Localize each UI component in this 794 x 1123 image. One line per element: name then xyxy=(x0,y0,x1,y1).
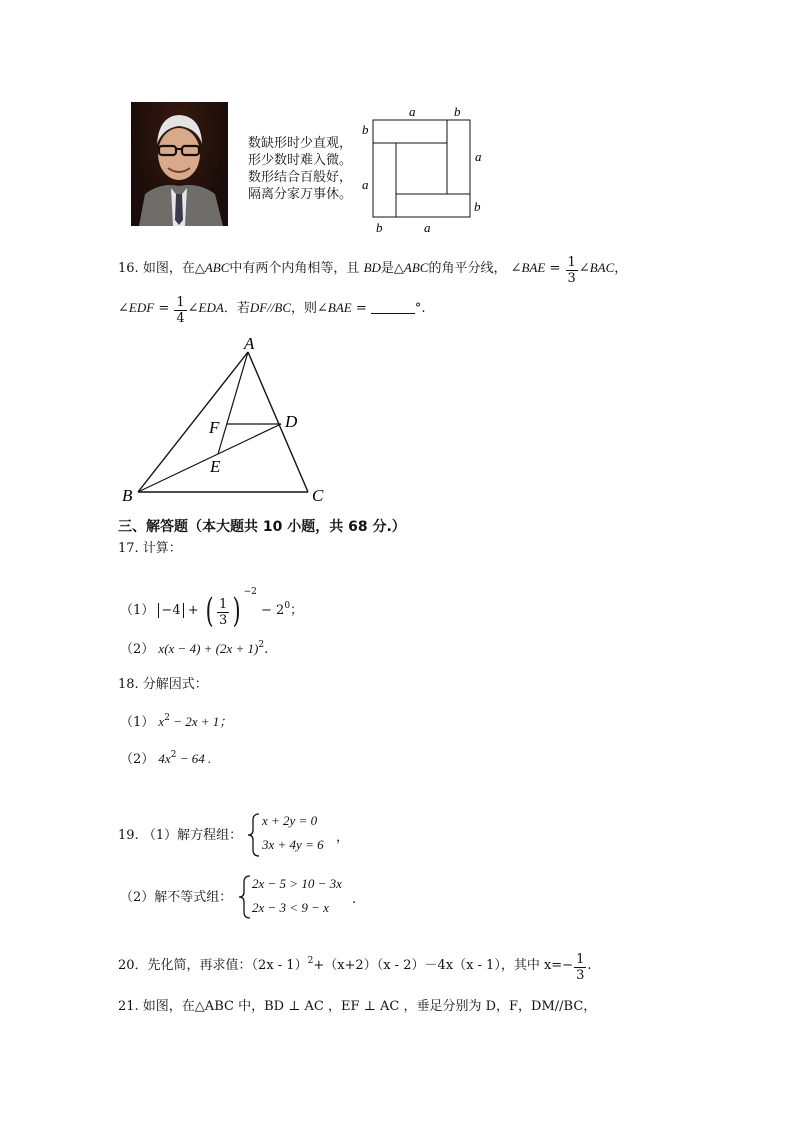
q18-part2: （2） $4x^2 - 64$ . xyxy=(120,750,212,767)
triangle-figure xyxy=(110,330,340,510)
label-b-bottom: b xyxy=(376,220,383,235)
label-a-bottom: a xyxy=(424,220,431,235)
label-b-right: b xyxy=(474,199,481,214)
poem-line: 数缺形时少直观， xyxy=(248,136,353,151)
fraction-one-third: $\frac{1}{3}$ xyxy=(576,952,585,983)
poem-line: 形少数时难入微。 xyxy=(248,153,353,168)
q16-line2: ∠EDF = $\frac{1}{4}$ ∠EDA．若DF//BC，则∠BAE = °. xyxy=(118,295,426,326)
label-D: D xyxy=(285,412,298,431)
poem xyxy=(248,135,352,203)
q19-ineq1: 2x − 5 > 10 − 3x xyxy=(252,876,342,891)
label-a-right: a xyxy=(475,149,482,164)
q21-text: 21. 如图，在△ABC 中，BD ⊥ AC ，EF ⊥ AC ，垂足分别为 D，F，DM//BC， xyxy=(118,999,597,1014)
portrait-illustration xyxy=(131,102,228,226)
section-title: 三、解答题（本大题共 10 小题，共 68 分.） xyxy=(118,519,406,535)
label-B: B xyxy=(122,486,133,505)
q19-eq1: x + 2y = 0 xyxy=(262,813,318,828)
q19-part2-label: （2）解不等式组： xyxy=(120,890,233,905)
q18-part1: （1） $x^2 - 2x + 1$； xyxy=(120,713,233,730)
fraction-one-third: $\frac{1}{3}$ xyxy=(567,255,576,286)
q17-title: 17. 计算： xyxy=(118,541,182,556)
label-E: E xyxy=(210,457,221,476)
q19-eq2: 3x + 4y = 6 xyxy=(262,837,324,852)
label-F: F xyxy=(209,418,220,437)
absolute-value: −4 xyxy=(158,603,183,618)
q20-text: 20．先化简，再求值：（2x - 1）$^2$+（x+2）（x - 2）－4x（x - 1），其中 x=− $\frac{1}{3}$ . xyxy=(118,952,592,983)
left-brace-icon xyxy=(247,812,261,858)
label-A: A xyxy=(244,334,255,353)
fraction-one-third: $\frac{1}{3}$ xyxy=(219,597,228,628)
q16-line1: 16. 如图，在△ABC中有两个内角相等，且 BD是△ABC的角平分线， ∠BAE = $\frac{1}{3}$ ∠BAC， xyxy=(118,255,628,286)
label-C: C xyxy=(312,486,324,505)
q19-ineq-end: . xyxy=(352,892,357,907)
square-diagram xyxy=(355,100,495,238)
q19-part1-label: 19. （1）解方程组： xyxy=(118,828,243,843)
poem-line: 隔离分家万事休。 xyxy=(248,187,353,202)
label-b-left: b xyxy=(362,122,369,137)
q18-title: 18. 分解因式： xyxy=(118,677,208,692)
label-a-left: a xyxy=(362,177,369,192)
label-a-top: a xyxy=(409,104,416,119)
q17-part2: （2） $x(x - 4) + (2x + 1)^2$. xyxy=(120,640,269,657)
q19-ineq2: 2x − 3 < 9 − x xyxy=(252,900,329,915)
left-brace-icon xyxy=(238,874,252,920)
answer-blank xyxy=(371,301,415,314)
q17-part1: （1） −4 + ( $\frac{1}{3}$ ) $^{-2} - 2^0$； xyxy=(120,587,304,631)
q19-eq-end: ， xyxy=(336,830,350,845)
label-b-top: b xyxy=(454,104,461,119)
fraction-one-fourth: $\frac{1}{4}$ xyxy=(176,295,185,326)
portrait-photo xyxy=(131,102,228,226)
poem-line: 数形结合百般好， xyxy=(248,170,353,185)
